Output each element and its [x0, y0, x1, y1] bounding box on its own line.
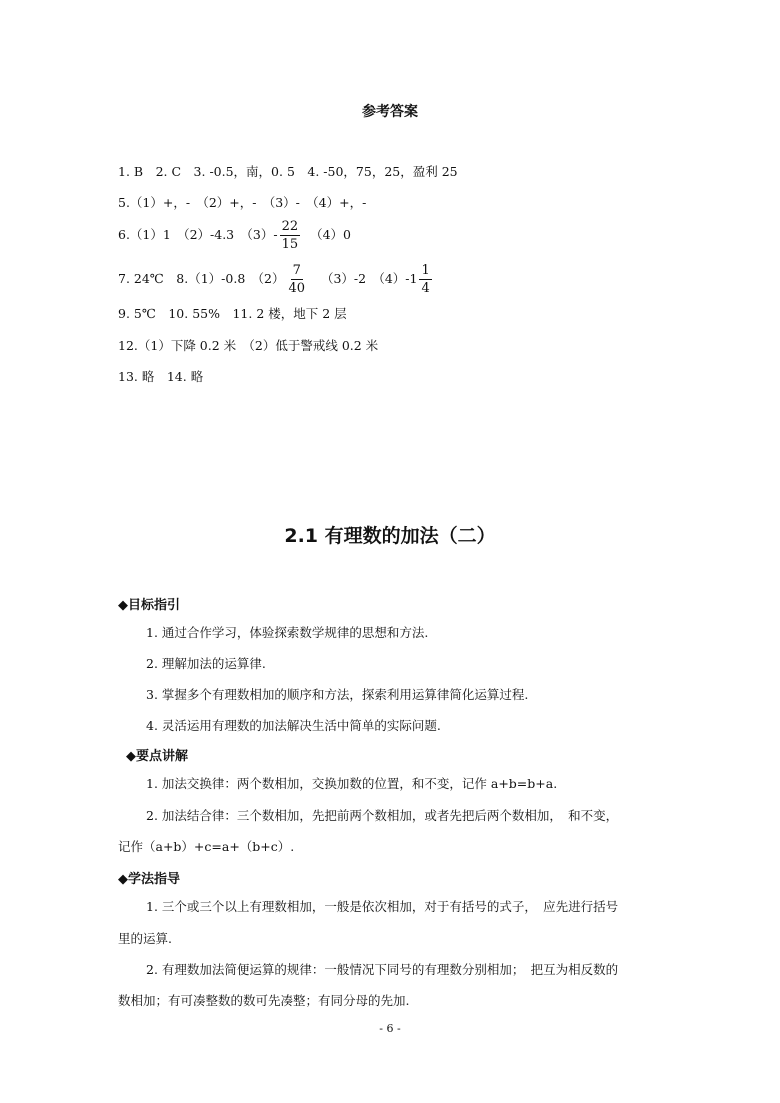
fraction-7-40: [286, 262, 307, 297]
fraction-22-15: [280, 218, 301, 253]
method-heading: ◆学法指导: [118, 872, 180, 887]
points-heading: ◆要点讲解: [126, 749, 188, 764]
answers-title: 参考答案: [362, 104, 418, 120]
answer-line-3-part-a: 6.（1）1 （2）-4.3 （3）-: [118, 227, 278, 242]
method-item-continued: 数相加；有可凑整数的数可先凑整；有同分母的先加.: [118, 993, 410, 1008]
method-item: 1. 三个或三个以上有理数相加，一般是依次相加，对于有括号的式子， 应先进行括号: [146, 899, 619, 914]
fraction-denominator: 40: [288, 281, 306, 296]
answer-line-4-part-a: 7. 24℃ 8.（1）-0.8 （2）: [118, 271, 285, 286]
answer-line-7: 13. 略 14. 略: [118, 369, 204, 384]
point-item: 2. 加法结合律：三个数相加，先把前两个数相加，或者先把后两个数相加， 和不变，: [146, 808, 619, 823]
answer-line-6: 12.（1）下降 0.2 米 （2）低于警戒线 0.2 米: [118, 338, 379, 353]
answer-line-5: 9. 5℃ 10. 55% 11. 2 楼，地下 2 层: [118, 306, 347, 321]
goal-item: 1. 通过合作学习，体验探索数学规律的思想和方法.: [146, 625, 429, 640]
method-item: 2. 有理数加法简便运算的规律：一般情况下同号的有理数分别相加； 把互为相反数的: [146, 962, 619, 977]
goal-item: 4. 灵活运用有理数的加法解决生活中简单的实际问题.: [146, 718, 441, 733]
answer-line-2: 5.（1）+，- （2）+，- （3）- （4）+，-: [118, 195, 367, 210]
point-item: 1. 加法交换律：两个数相加，交换加数的位置，和不变，记作 a+b=b+a.: [146, 776, 558, 791]
answer-line-1: 1. B 2. C 3. -0.5，南，0. 5 4. -50，75，25，盈利 25: [118, 164, 458, 179]
fraction-numerator: 22: [281, 219, 299, 234]
fraction-numerator: 1: [421, 263, 430, 278]
answer-line-3: [118, 218, 351, 253]
fraction-denominator: 15: [281, 237, 299, 252]
goal-item: 2. 理解加法的运算律.: [146, 656, 266, 671]
page-number: - 6 -: [379, 1022, 401, 1035]
lesson-title: 2.1 有理数的加法（二）: [284, 525, 496, 547]
answer-line-3-part-b: （4）0: [310, 227, 351, 242]
answer-line-4: [118, 262, 434, 297]
fraction-numerator: 7: [292, 263, 301, 278]
method-item-continued: 里的运算.: [118, 931, 172, 946]
fraction-1-4: [419, 262, 431, 297]
point-item-continued: 记作（a+b）+c=a+（b+c）.: [118, 839, 295, 854]
goals-heading: ◆目标指引: [118, 598, 180, 613]
goal-item: 3. 掌握多个有理数相加的顺序和方法，探索利用运算律简化运算过程.: [146, 687, 529, 702]
fraction-denominator: 4: [421, 281, 430, 296]
answer-line-4-part-b: （3）-2 （4）-1: [320, 271, 418, 286]
